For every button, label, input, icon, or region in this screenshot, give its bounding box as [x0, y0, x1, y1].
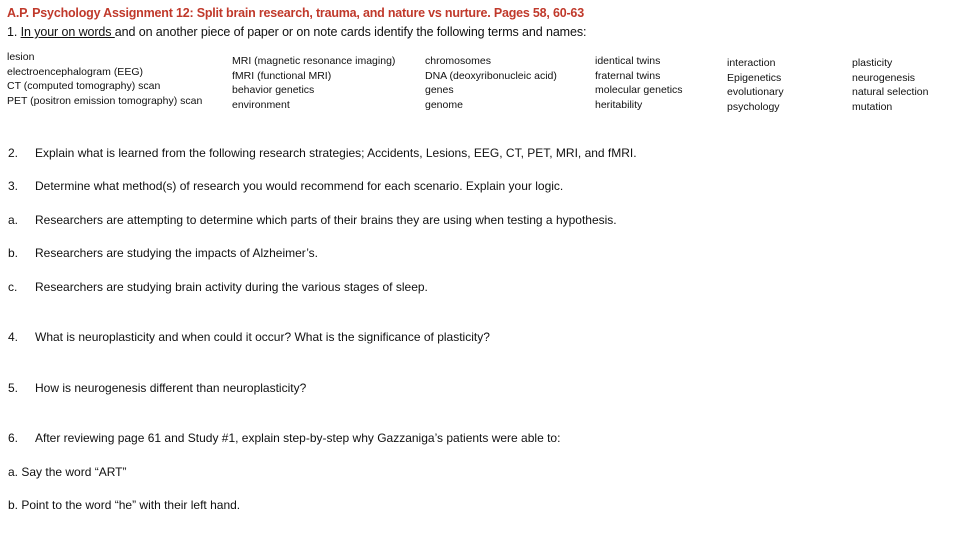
term: PET (positron emission tomography) scan	[7, 94, 203, 107]
question-text: How is neurogenesis different than neuroplasticity?	[35, 381, 307, 395]
instruction-line	[7, 25, 586, 39]
term: environment	[232, 98, 290, 111]
term: interaction	[727, 57, 776, 69]
term: DNA (deoxyribonucleic acid)	[425, 69, 557, 82]
term: genome	[425, 98, 463, 111]
term: psychology	[727, 100, 780, 113]
term: identical twins	[595, 55, 661, 67]
question	[8, 381, 908, 397]
term: lesion	[7, 51, 35, 63]
instruction-text: and on another piece of paper or on note cards identify the following terms and names:	[114, 25, 587, 39]
question	[8, 330, 908, 346]
question	[8, 431, 908, 447]
term: behavior genetics	[232, 84, 315, 96]
question	[8, 280, 908, 296]
question-number: a.	[8, 213, 19, 227]
term: evolutionary	[727, 86, 784, 98]
question-text: Explain what is learned from the following research strategies; Accidents, Lesions, EEG, CT, PET, MRI, and fMRI.	[35, 146, 637, 160]
term: fMRI (functional MRI)	[232, 69, 332, 82]
question-text: After reviewing page 61 and Study #1, explain step-by-step why Gazzaniga’s patients were able to:	[35, 431, 561, 445]
terms-column	[7, 50, 202, 108]
sub-item: a. Say the word “ART”	[8, 465, 127, 479]
question-text: What is neuroplasticity and when could it occur? What is the significance of plasticity?	[35, 330, 490, 344]
term: electroencephalogram (EEG)	[7, 65, 143, 78]
term: natural selection	[852, 86, 929, 98]
term: plasticity	[852, 57, 893, 69]
question-number: b.	[8, 246, 19, 260]
question-number: c.	[8, 280, 18, 294]
question-number: 2.	[8, 146, 19, 160]
term: chromosomes	[425, 55, 491, 67]
question-number: 3.	[8, 179, 19, 193]
terms-column	[727, 56, 784, 114]
question	[8, 179, 908, 195]
term: neurogenesis	[852, 71, 916, 84]
term: Epigenetics	[727, 71, 782, 84]
term: MRI (magnetic resonance imaging)	[232, 55, 396, 67]
question-number: 4.	[8, 330, 19, 344]
term: CT (computed tomography) scan	[7, 80, 161, 92]
question-text: Determine what method(s) of research you would recommend for each scenario. Explain your logic.	[35, 179, 564, 193]
question-text: Researchers are studying the impacts of Alzheimer’s.	[35, 246, 319, 260]
terms-column	[595, 54, 683, 112]
question	[8, 246, 908, 262]
terms-column	[232, 54, 395, 112]
terms-column	[852, 56, 928, 114]
instruction-number: 1.	[7, 25, 18, 39]
term: molecular genetics	[595, 84, 683, 96]
question-text: Researchers are studying brain activity during the various stages of sleep.	[35, 280, 428, 294]
term: heritability	[595, 98, 643, 111]
terms-column	[425, 54, 557, 112]
question-number: 6.	[8, 431, 19, 445]
question-number: 5.	[8, 381, 19, 395]
sub-item: b. Point to the word “he” with their left hand.	[8, 498, 241, 512]
instruction-underlined: In your on words	[20, 25, 115, 39]
question	[8, 146, 908, 162]
question	[8, 213, 908, 229]
term: genes	[425, 84, 454, 96]
term: mutation	[852, 100, 893, 113]
term: fraternal twins	[595, 69, 661, 82]
question-text: Researchers are attempting to determine which parts of their brains they are using when testing a hypothesis.	[35, 213, 617, 227]
assignment-title: A.P. Psychology Assignment 12: Split brain research, trauma, and nature vs nurture. Pages 58, 60-63	[7, 6, 584, 20]
